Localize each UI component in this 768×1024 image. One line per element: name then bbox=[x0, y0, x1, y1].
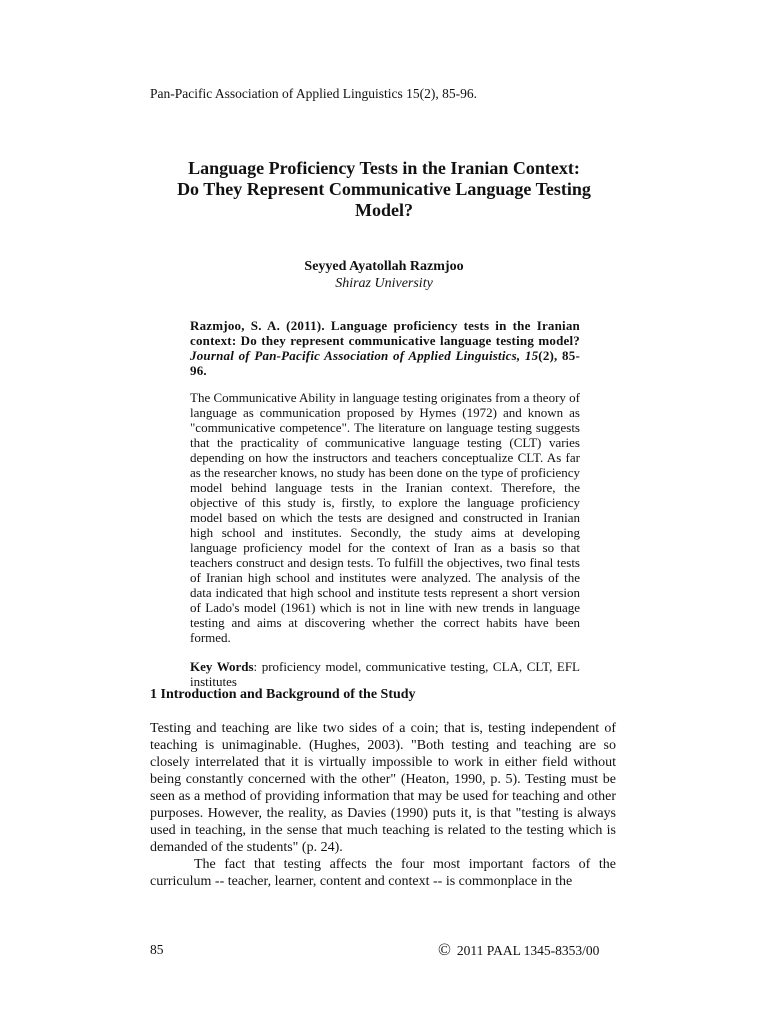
copyright-text: 2011 PAAL 1345-8353/00 bbox=[456, 943, 600, 958]
author-block bbox=[150, 258, 618, 292]
copyright-footer bbox=[438, 940, 599, 960]
title-line-2: Do They Represent Communicative Language Testing bbox=[177, 179, 591, 199]
abstract-block bbox=[190, 318, 580, 689]
body-paragraph-2: The fact that testing affects the four most important factors of the curriculum -- teacher, learner, content and context -- is commonplace in the bbox=[150, 857, 616, 889]
page-number: 85 bbox=[150, 942, 164, 957]
keywords-label: Key Words bbox=[190, 659, 254, 674]
citation bbox=[190, 318, 580, 378]
section-heading: 1 Introduction and Background of the Study bbox=[150, 687, 416, 702]
citation-issue-pages: (2), 85-96. bbox=[190, 348, 580, 378]
citation-journal: Journal of Pan-Pacific Association of Applied Linguistics, 15 bbox=[190, 348, 539, 363]
running-head: Pan-Pacific Association of Applied Linguistics 15(2), 85-96. bbox=[150, 86, 477, 101]
keywords bbox=[190, 659, 580, 689]
copyright-icon: © bbox=[438, 940, 451, 959]
author-affiliation: Shiraz University bbox=[335, 276, 433, 291]
body-paragraph-1: Testing and teaching are like two sides of a coin; that is, testing independent of teaching is unimaginable. (Hughes, 2003). "Both testing and teaching are so closely interrelated that it is virtually impossible to work in either field without being constantly concerned with the other" (Heaton, 1990, p. 5). Testing must be seen as a method of providing information that may be used for teaching and other purposes. However, the reality, as Davies (1990) puts it, is that "testing is always used in teaching, in the sense that much teaching is related to the testing which is demanded of the students" (p. 24). bbox=[150, 721, 616, 855]
title-line-1: Language Proficiency Tests in the Iranian Context: bbox=[188, 158, 580, 178]
author-name: Seyyed Ayatollah Razmjoo bbox=[304, 259, 464, 274]
body-text bbox=[150, 720, 616, 890]
paper-title bbox=[150, 158, 618, 221]
abstract-text: The Communicative Ability in language testing originates from a theory of language as communication proposed by Hymes (1972) and known as "communicative competence". The literature on language testing suggests that the practicality of communicative language testing (CLT) varies depending on how the instructors and teachers conceptualize CLT. As far as the researcher knows, no study has been done on the type of proficiency model behind language tests in the Iranian context. Therefore, the objective of this study is, firstly, to explore the language proficiency model based on which the tests are designed and constructed in Iranian high school and institutes. Secondly, the study aims at developing language proficiency model for the context of Iran as a basis so that teachers construct and design tests. To fulfill the objectives, two final tests of Iranian high school and institutes were analyzed. The analysis of the data indicated that high school and institute tests represent a short version of Lado's model (1961) which is not in line with new trends in language testing and aims at discovering whether the correct habits have been formed. bbox=[190, 390, 580, 645]
citation-text: Razmjoo, S. A. (2011). Language proficiency tests in the Iranian context: Do they represent communicative language testing model? bbox=[190, 318, 580, 348]
keywords-text: : proficiency model, communicative testing, CLA, CLT, EFL institutes bbox=[190, 659, 580, 689]
title-line-3: Model? bbox=[355, 200, 413, 220]
